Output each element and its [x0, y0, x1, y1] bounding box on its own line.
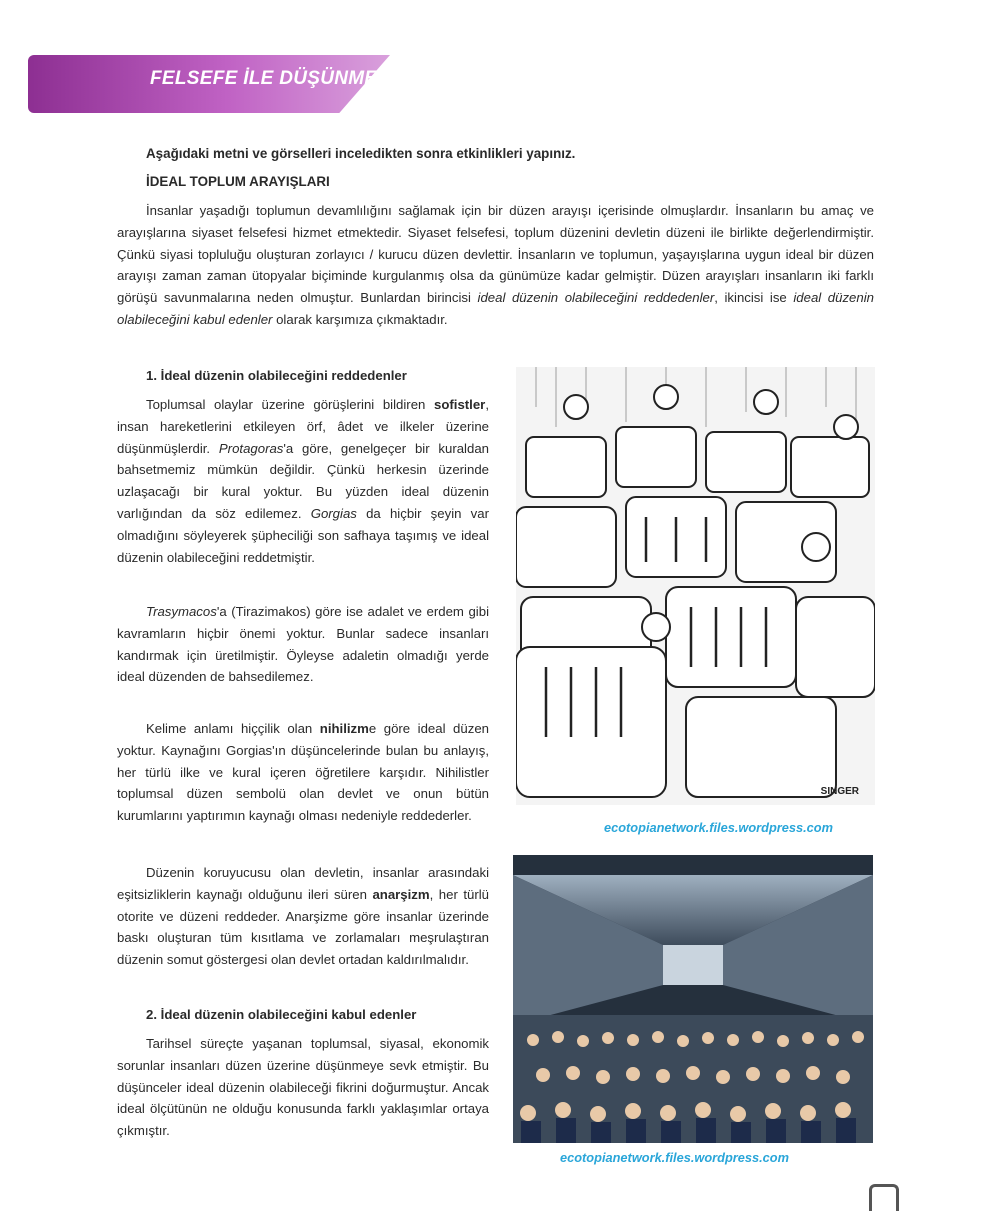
section1-paragraph-4: Düzenin koruyucusu olan devletin, insanlar arasındaki eşitsizliklerin kaynağı olduğunu ileri süren anarşizm, her türlü otorite ve düzeni reddeder. Anarşizme göre insanlar üzerinde baskı oluşturan tüm kısıtlama ve zorlamaları meşrulaştıran düzenin somut göstergesi olan devlet ortadan kaldırılmalıdır. [117, 865, 489, 968]
figure2-caption: ecotopianetwork.files.wordpress.com [560, 1150, 789, 1165]
main-paragraph: İnsanlar yaşadığı toplumun devamlılığını sağlamak için bir düzen arayışı içerisinde olmuşlardır. İnsanların bu amaç ve arayışlarına siyaset felsefesi hizmet etmektedir. Siyaset felsefesi, toplum düzenini devletin düzeni ile birlikte değerlendirmiştir. Çünkü siyasi topluluğu oluşturan zorlayıcı / kurucu düzen devlettir. İnsanların ve toplumun, yaşayışlarına uygun ideal bir düzen arayışı zaman zaman ütopyalar biçiminde kurgulanmış olsa da günümüze kadar gelmiştir. Düzen arayışları insanların iki farklı görüşü savunmalarına neden olmuştur. Bunlardan birincisi ideal düzenin olabileceğini reddedenler, ikincisi ise ideal düzenin olabileceğini kabul edenler olarak karşımıza çıkmaktadır. [117, 203, 874, 327]
section2-paragraph-1: Tarihsel süreçte yaşanan toplumsal, siyasal, ekonomik sorunlar insanları düzen üzerine düşünmeye sevk etmiştir. Bu düşünceler ideal düzenin olabileceği fikrini doğurmuştur. Ancak ideal ölçütünün ne olduğu konusunda farklı yaklaşımlar ortaya çıkmıştır. [117, 1036, 489, 1139]
page-title: İDEAL TOPLUM ARAYIŞLARI [146, 174, 330, 189]
corridor-photo [513, 855, 873, 1143]
section1-paragraph-3: Kelime anlamı hiççilik olan nihilizme göre ideal düzen yoktur. Kaynağını Gorgias'ın düşüncelerinde bulan bu anlayış, her türlü ilke ve kural içeren öğretilere karşıdır. Nihilistler toplumsal düzen sembolü olan devlet ve onun bütün kurumlarını yaptırımın kaynağı olması nedeniyle reddederler. [117, 721, 489, 824]
banner-title: FELSEFE İLE DÜŞÜNME [150, 68, 378, 89]
section1-paragraph-2: Trasymacos'a (Tirazimakos) göre ise adalet ve erdem gibi kavramların hiçbir önemi yoktur. Bunlar sadece insanları kandırmak için üretilmiştir. Öyleyse adaletin olmadığı yerde ideal düzenden de bahsedilemez. [117, 604, 489, 685]
page-corner-icon [869, 1184, 899, 1211]
section1-paragraph-1: Toplumsal olaylar üzerine görüşlerini bildiren sofistler, insan hareketlerini etkileyen örf, âdet ve ilkeler üzerine düşünmüşlerdir. Protagoras'a göre, genelgeçer bir kuraldan bahsetmemiz mümkün değildir. Çünkü herkesin üzerinde uzlaşacağı bir kural yoktur. Bu yüzden ideal düzenin varlığından da söz edilemez. Gorgias da hiçbir şeyin var olmadığını söyleyerek şüpheciliği son safhaya taşımış ve ideal düzenin olabileceğini reddetmiştir. [117, 397, 489, 565]
section1-heading: 1. İdeal düzenin olabileceğini reddedenler [146, 368, 407, 383]
instruction-text: Aşağıdaki metni ve görselleri inceledikten sonra etkinlikleri yapınız. [146, 146, 576, 161]
section2-heading: 2. İdeal düzenin olabileceğini kabul edenler [146, 1007, 417, 1022]
cartoon-image [516, 367, 875, 805]
cartoon-signature: SINGER [820, 786, 859, 797]
figure1-caption: ecotopianetwork.files.wordpress.com [604, 820, 833, 835]
